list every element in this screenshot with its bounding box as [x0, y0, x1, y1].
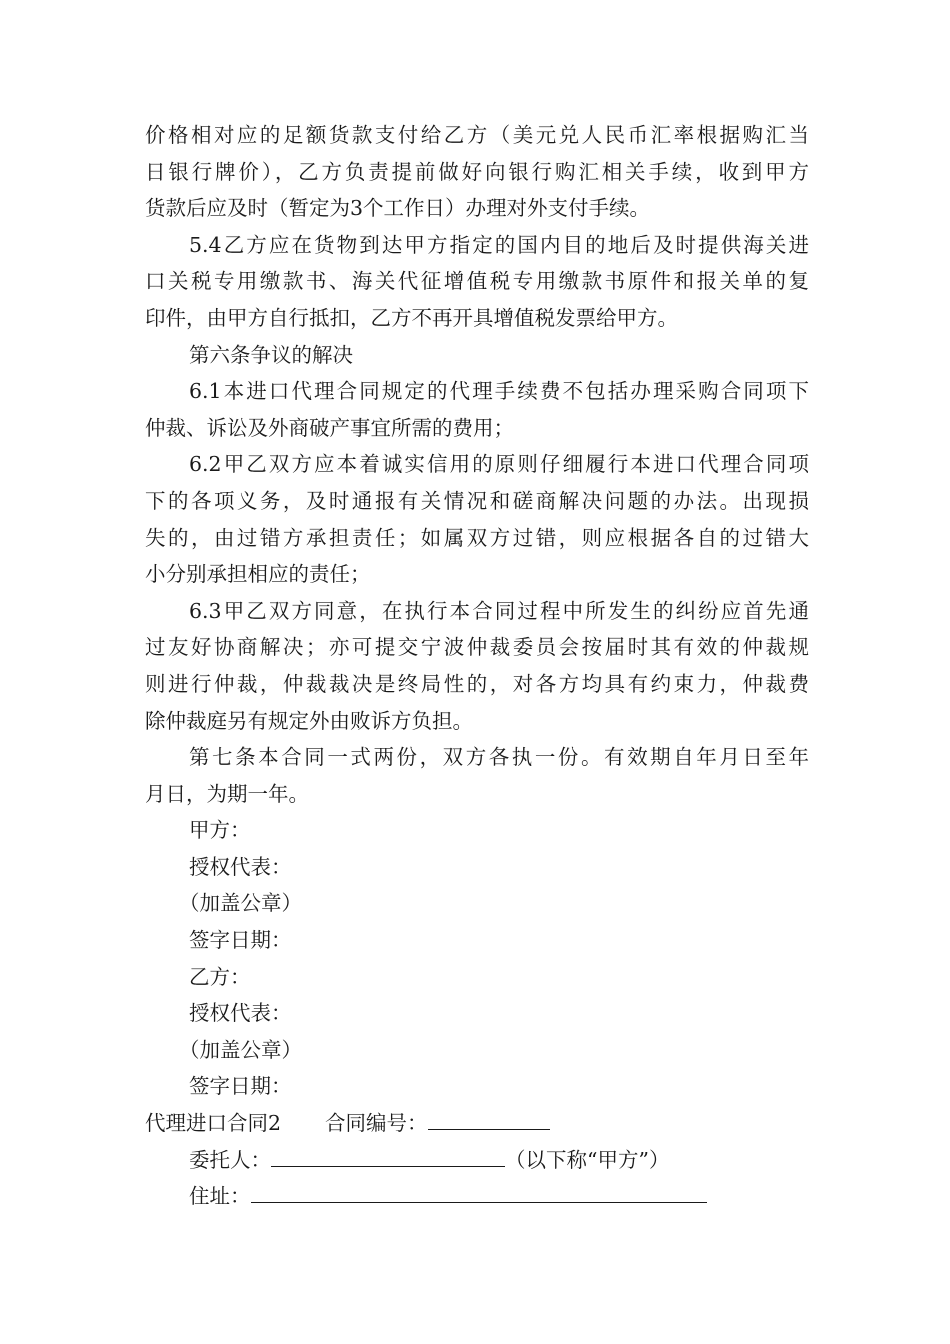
text-line: 第七条本合同一式两份，双方各执一份。有效期自年月日至年 — [189, 745, 809, 770]
text-line: 6.1本进口代理合同规定的代理手续费不包括办理采购合同项下 — [189, 379, 809, 404]
text-line: 失的，由过错方承担责任；如属双方过错，则应根据各自的过错大 — [145, 525, 809, 550]
text-line: 价格相对应的足额货款支付给乙方（美元兑人民币汇率根据购汇当 — [145, 123, 809, 147]
party-b-label: 乙方： — [189, 964, 251, 989]
text-line: 下的各项义务，及时通报有关情况和磋商解决问题的办法。出现损 — [145, 488, 809, 513]
article-7 — [145, 739, 809, 812]
document-page — [145, 117, 809, 1215]
party-b-seal-label: （加盖公章） — [179, 1037, 302, 1062]
address-blank — [251, 1180, 707, 1203]
clause-5-4 — [145, 227, 809, 337]
text-line: 货款后应及时（暂定为3个工作日）办理对外支付手续。 — [145, 196, 651, 221]
party-a-representative-label: 授权代表： — [189, 854, 292, 879]
text-line: 6.2甲乙双方应本着诚实信用的原则仔细履行本进口代理合同项 — [189, 452, 809, 477]
party-a-date-label: 签字日期： — [189, 928, 292, 953]
client-suffix: （以下称“甲方”） — [505, 1147, 670, 1172]
address-label: 住址： — [189, 1184, 251, 1209]
text-line: 则进行仲裁，仲裁裁决是终局性的，对各方均具有约束力，仲裁费 — [145, 671, 809, 696]
address-line — [145, 1178, 809, 1215]
clause-6-1 — [145, 373, 809, 446]
client-name-blank — [271, 1144, 505, 1167]
text-line: 6.3甲乙双方同意，在执行本合同过程中所发生的纠纷应首先通 — [189, 598, 809, 623]
text-line: 仲裁、诉讼及外商破产事宜所需的费用； — [145, 415, 514, 440]
contract-2-title-line — [145, 1105, 809, 1142]
text-line: 小分别承担相应的责任； — [145, 562, 371, 587]
contract-2-header — [145, 1105, 809, 1215]
clause-6-2 — [145, 446, 809, 592]
contract-2-title: 代理进口合同2 — [145, 1111, 282, 1136]
party-a-label: 甲方： — [189, 818, 251, 843]
client-label: 委托人： — [189, 1147, 271, 1172]
text-line: 日银行牌价），乙方负责提前做好向银行购汇相关手续，收到甲方 — [145, 159, 809, 184]
text-line: 月日，为期一年。 — [145, 781, 309, 806]
contract-number-blank — [428, 1107, 550, 1130]
contract-number-label: 合同编号： — [325, 1111, 428, 1136]
article-6-heading — [145, 337, 809, 374]
client-line — [145, 1142, 809, 1179]
paragraph-payment-continued — [145, 117, 809, 227]
text-line: 印件，由甲方自行抵扣，乙方不再开具增值税发票给甲方。 — [145, 305, 678, 330]
clause-6-3 — [145, 593, 809, 739]
text-line: 过友好协商解决；亦可提交宁波仲裁委员会按届时其有效的仲裁规 — [145, 635, 809, 660]
text-line: 5.4乙方应在货物到达甲方指定的国内目的地后及时提供海关进 — [189, 232, 809, 257]
text-line: 除仲裁庭另有规定外由败诉方负担。 — [145, 708, 473, 733]
text-line: 口关税专用缴款书、海关代征增值税专用缴款书原件和报关单的复 — [145, 269, 809, 294]
party-a-seal-label: （加盖公章） — [179, 891, 302, 916]
text-line: 第六条争议的解决 — [189, 342, 353, 367]
party-b-representative-label: 授权代表： — [189, 1001, 292, 1026]
party-b-date-label: 签字日期： — [189, 1074, 292, 1099]
signature-block — [145, 812, 809, 1105]
